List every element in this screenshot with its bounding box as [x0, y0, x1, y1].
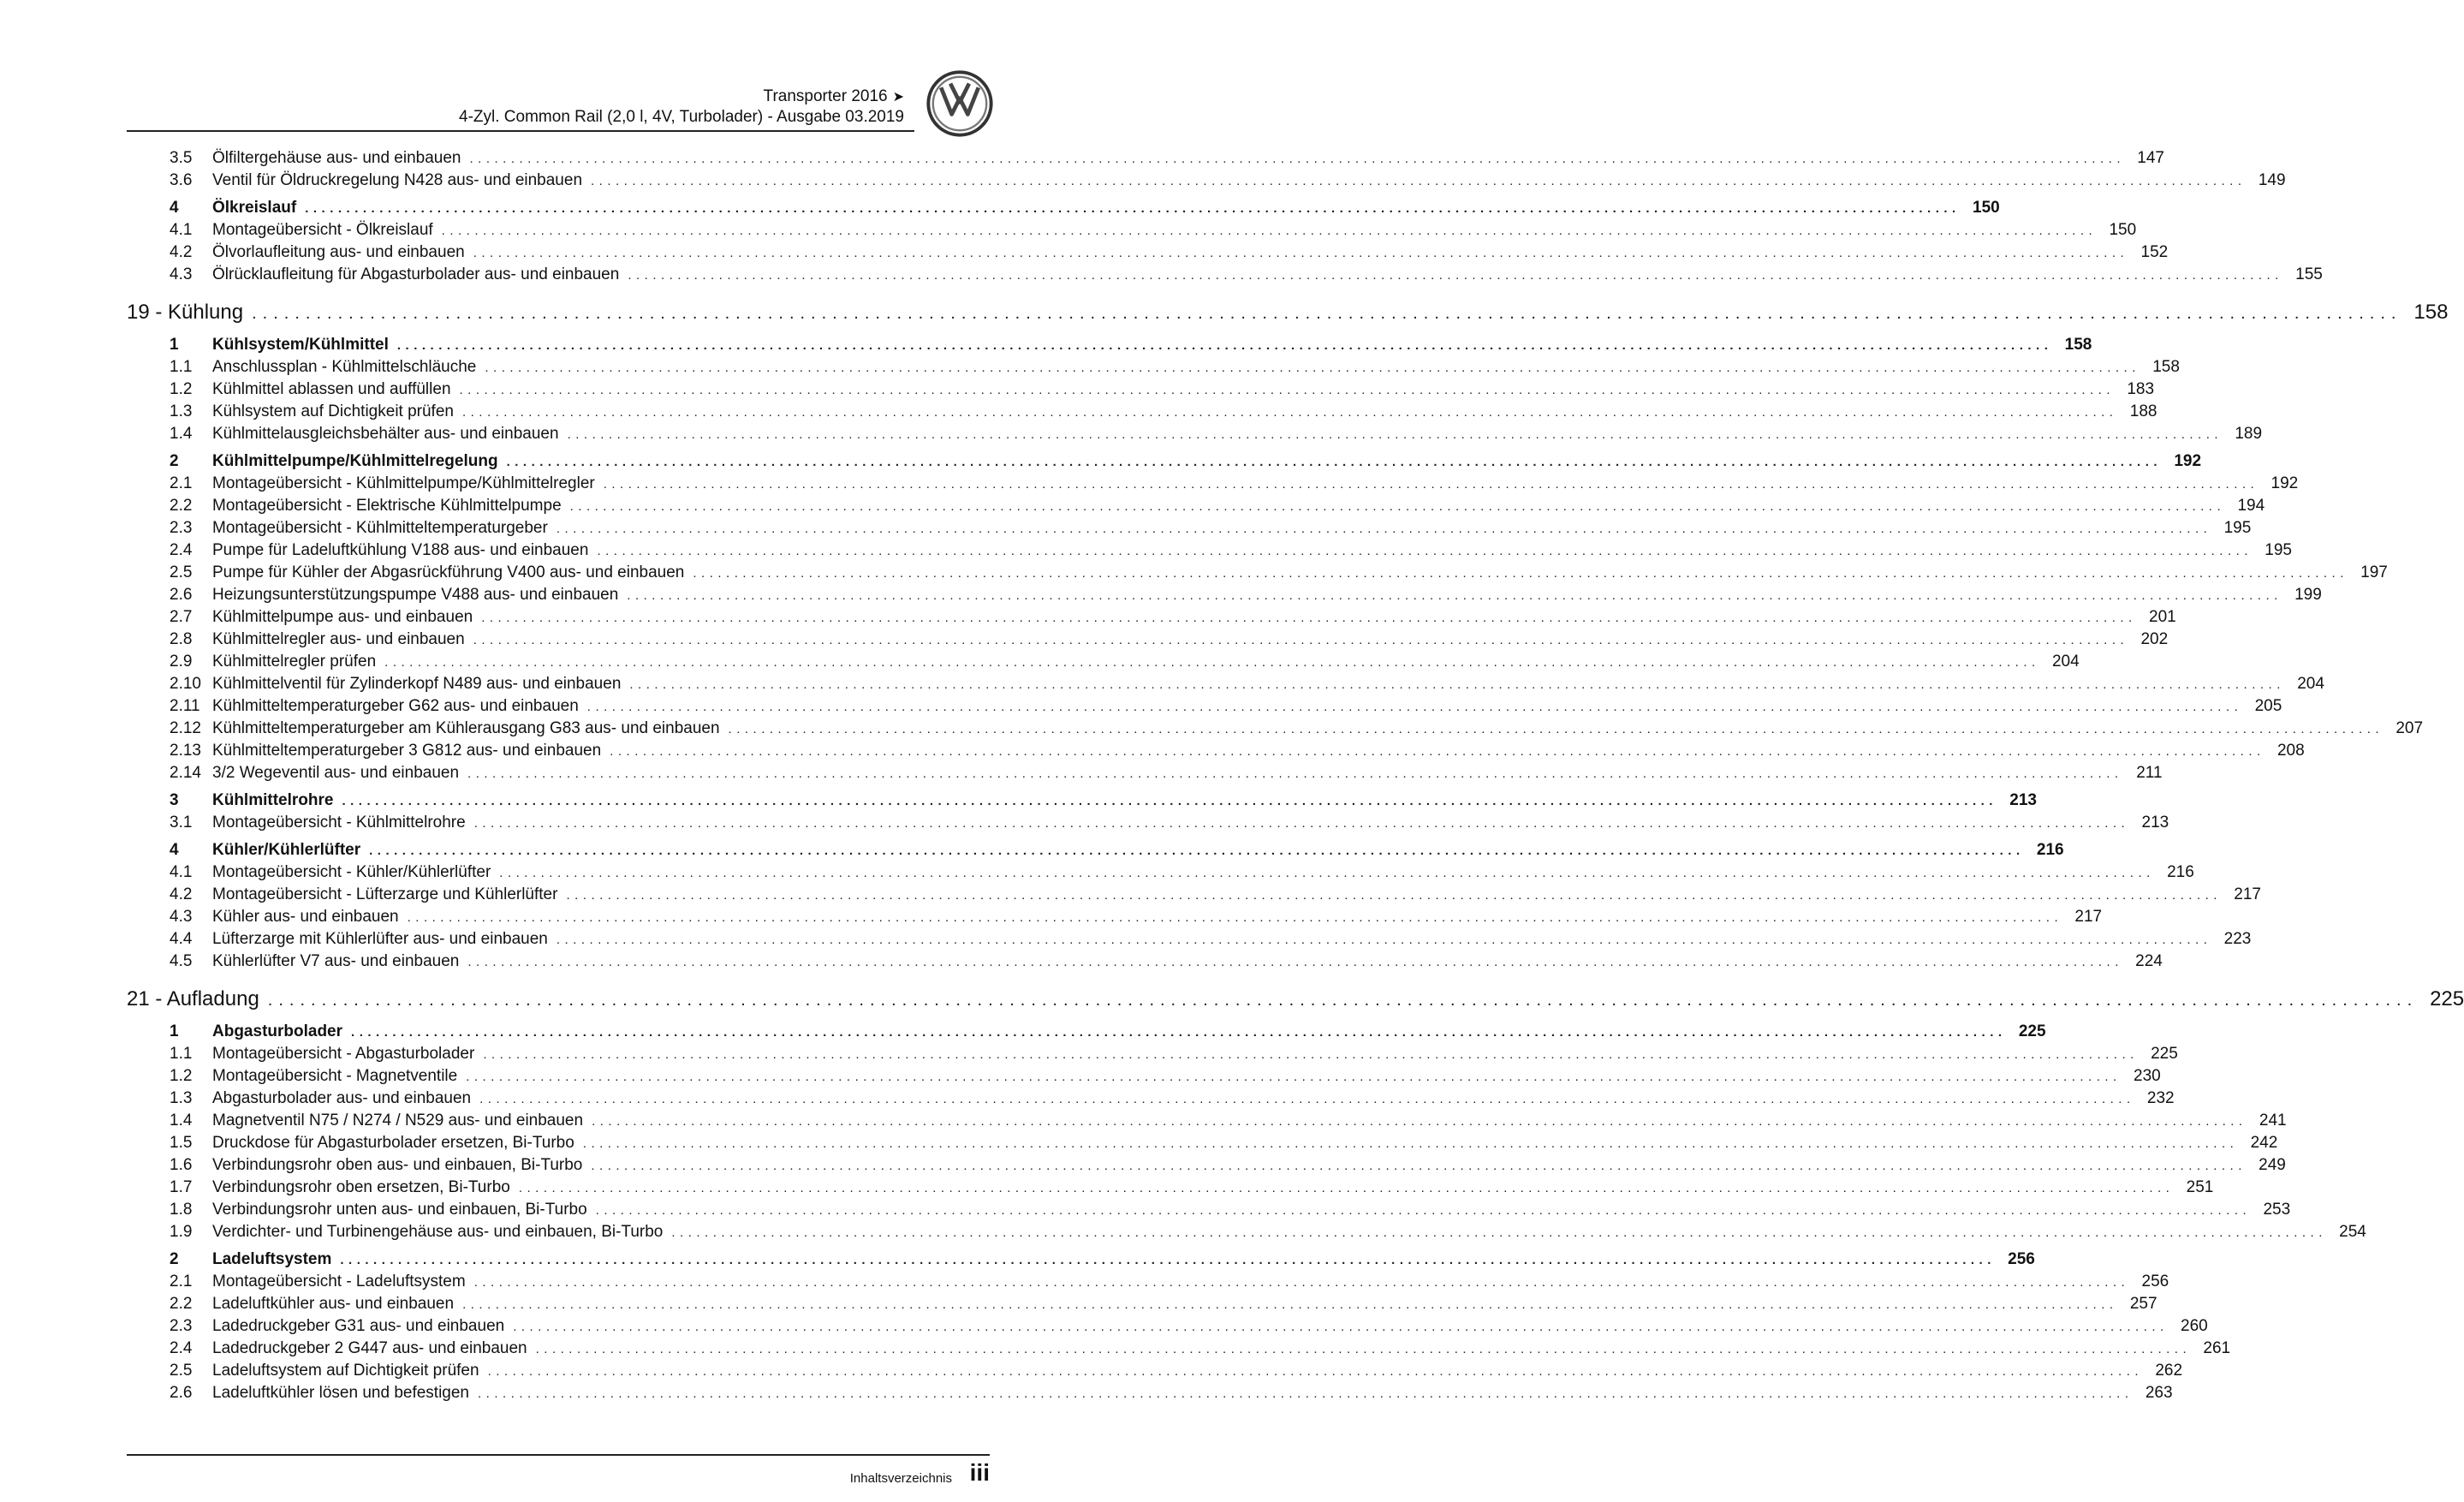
- toc-entry-page: 158: [2152, 358, 2180, 376]
- toc-leader-dots: ........................................................................................................................................................................................................: [513, 1320, 2169, 1334]
- toc-entry-number: 4: [170, 199, 179, 217]
- toc-entry-number: 2.2: [170, 497, 193, 515]
- toc-entry-sub[interactable]: [127, 1221, 2366, 1243]
- toc-entry-title: Abgasturbolader aus- und einbauen: [212, 1089, 472, 1107]
- page-header: [127, 84, 914, 132]
- footer-page-number: iii: [969, 1459, 990, 1486]
- toc-leader-dots: ........................................................................................................................................................................................................: [591, 1159, 2247, 1173]
- toc-entry-number: 2: [170, 452, 179, 470]
- toc-entry-title: Ölfiltergehäuse aus- und einbauen: [212, 149, 461, 167]
- toc-entry-page: 207: [2396, 719, 2424, 737]
- toc-entry-number: 1.1: [170, 1045, 193, 1063]
- toc-leader-dots: ........................................................................................................................................................................................................: [467, 955, 2123, 969]
- toc-entry-title: Ladeluftsystem auf Dichtigkeit prüfen: [212, 1362, 479, 1380]
- toc-entry-page: 158: [2413, 301, 2449, 324]
- toc-entry-sub[interactable]: [127, 378, 2155, 401]
- toc-entry-number: 4.2: [170, 243, 193, 261]
- toc-entry-sub[interactable]: [127, 718, 2424, 740]
- toc-entry-sub[interactable]: [127, 1199, 2291, 1221]
- toc-entry-title: Abgasturbolader: [212, 1022, 343, 1040]
- toc-entry-title: Ladeluftsystem: [212, 1250, 332, 1268]
- toc-leader-dots: ........................................................................................................................................................................................................: [627, 588, 2282, 603]
- toc-entry-page: 158: [2064, 336, 2092, 354]
- toc-leader-dots: ........................................................................................................................................................................................................: [466, 1070, 2122, 1084]
- toc-entry-group[interactable]: [127, 1021, 2046, 1043]
- toc-leader-dots: ........................................................................................................................................................................................................: [592, 1114, 2247, 1129]
- toc-entry-number: 2.8: [170, 630, 193, 648]
- header-model: [764, 87, 904, 106]
- toc-entry-sub[interactable]: [127, 1088, 2175, 1110]
- toc-leader-dots: ........................................................................................................................................................................................................: [595, 1203, 2252, 1218]
- toc-entry-sub[interactable]: [127, 695, 2282, 718]
- toc-entry-page: 192: [2271, 474, 2299, 492]
- toc-entry-title: Anschlussplan - Kühlmittelschläuche: [212, 358, 477, 376]
- toc-entry-number: 1.4: [170, 1112, 193, 1129]
- toc-entry-sub[interactable]: [127, 673, 2324, 695]
- toc-leader-dots: ........................................................................................................................................................................................................: [693, 566, 2348, 581]
- toc-entry-title: Kühlmitteltemperaturgeber am Kühlerausgang G83 aus- und einbauen: [212, 719, 720, 737]
- toc-entry-number: 1.7: [170, 1178, 193, 1196]
- toc-entry-page: 204: [2297, 675, 2324, 693]
- toc-leader-dots: ........................................................................................................................................................................................................: [535, 1342, 2192, 1356]
- toc-entry-group[interactable]: [127, 334, 2092, 356]
- toc-entry-sub[interactable]: [127, 423, 2263, 445]
- header-subtitle: 4-Zyl. Common Rail (2,0 l, 4V, Turbolader) - Ausgabe 03.2019: [459, 108, 904, 126]
- toc-leader-dots: ........................................................................................................................................................................................................: [407, 910, 2063, 925]
- toc-leader-dots: ........................................................................................................................................................................................................: [671, 1225, 2327, 1240]
- toc-entry-title: Kühlmittelregler prüfen: [212, 653, 377, 671]
- toc-entry-page: 150: [1973, 199, 2000, 217]
- toc-entry-title: Kühlmittelregler aus- und einbauen: [212, 630, 465, 648]
- toc-entry-sub[interactable]: [127, 1360, 2183, 1382]
- toc-entry-page: 225: [2430, 987, 2464, 1010]
- toc-leader-dots: ........................................................................................................................................................................................................: [556, 522, 2212, 536]
- toc-leader-dots: ........................................................................................................................................................................................................: [396, 338, 2053, 353]
- toc-entry-page: 195: [2265, 541, 2292, 559]
- toc-entry-sub[interactable]: [127, 264, 2323, 286]
- toc-entry-number: 1: [170, 1022, 179, 1040]
- toc-entry-sub[interactable]: [127, 1110, 2287, 1132]
- toc-entry-title: Kühlsystem auf Dichtigkeit prüfen: [212, 402, 454, 420]
- toc-leader-dots: ........................................................................................................................................................................................................: [597, 544, 2253, 558]
- toc-leader-dots: ........................................................................................................................................................................................................: [506, 455, 2163, 469]
- toc-entry-title: Montageübersicht - Abgasturbolader: [212, 1045, 475, 1063]
- toc-leader-dots: ........................................................................................................................................................................................................: [384, 655, 2040, 670]
- toc-entry-sub[interactable]: [127, 606, 2176, 629]
- toc-leader-dots: ........................................................................................................................................................................................................: [629, 677, 2285, 692]
- toc-entry-title: Kühlerlüfter V7 aus- und einbauen: [212, 952, 460, 970]
- toc-entry-sub[interactable]: [127, 562, 2388, 584]
- toc-entry-sub[interactable]: [127, 517, 2252, 539]
- toc-entry-title: Montageübersicht - Ölkreislauf: [212, 221, 433, 239]
- toc-leader-dots: ........................................................................................................................................................................................................: [582, 1136, 2239, 1151]
- toc-entry-title: Montageübersicht - Elektrische Kühlmittelpumpe: [212, 497, 562, 515]
- toc-entry-title: Montageübersicht - Lüfterzarge und Kühlerlüfter: [212, 885, 558, 903]
- toc-entry-number: 4.4: [170, 930, 193, 948]
- toc-entry-title: Montageübersicht - Kühlmittelrohre: [212, 814, 466, 831]
- toc-leader-dots: ........................................................................................................................................................................................................: [569, 499, 2226, 514]
- toc-entry-sub[interactable]: [127, 740, 2305, 762]
- toc-entry-title: Kühler/Kühlerlüfter: [212, 841, 361, 859]
- toc-entry-number: 4.3: [170, 265, 193, 283]
- toc-leader-dots: ........................................................................................................................................................................................................: [728, 722, 2384, 736]
- toc-entry-number: 4.1: [170, 863, 193, 881]
- toc-leader-dots: ........................................................................................................................................................................................................: [473, 816, 2130, 831]
- toc-entry-sub[interactable]: [127, 1338, 2231, 1360]
- toc-entry-page: 260: [2181, 1317, 2208, 1335]
- toc-entry-sub[interactable]: [127, 170, 2286, 192]
- toc-leader-dots: ........................................................................................................................................................................................................: [473, 633, 2129, 647]
- toc-entry-title: Kühlmitteltemperaturgeber 3 G812 aus- und einbauen: [212, 742, 602, 760]
- toc-entry-sub[interactable]: [127, 584, 2322, 606]
- toc-entry-page: 147: [2137, 149, 2164, 167]
- toc-entry-number: 2.1: [170, 1273, 193, 1290]
- toc-entry-number: 2.7: [170, 608, 193, 626]
- toc-entry-group[interactable]: [127, 839, 2064, 861]
- toc-leader-dots: ........................................................................................................................................................................................................: [473, 1275, 2130, 1290]
- toc-leader-dots: ........................................................................................................................................................................................................: [628, 268, 2283, 283]
- toc-leader-dots: ........................................................................................................................................................................................................: [485, 361, 2140, 375]
- toc-entry-page: 216: [2036, 841, 2064, 859]
- toc-entry-page: 232: [2146, 1089, 2175, 1107]
- header-model-text: Transporter 2016: [763, 87, 888, 105]
- toc-leader-dots: ........................................................................................................................................................................................................: [267, 991, 2419, 1010]
- toc-leader-dots: ........................................................................................................................................................................................................: [518, 1181, 2175, 1195]
- toc-entry-title: Verbindungsrohr oben aus- und einbauen, Bi-Turbo: [212, 1156, 583, 1174]
- toc-leader-dots: ........................................................................................................................................................................................................: [603, 477, 2259, 492]
- toc-entry-title: Magnetventil N75 / N274 / N529 aus- und einbauen: [212, 1112, 584, 1129]
- toc-entry-number: 1.3: [170, 1089, 193, 1107]
- toc-entry-sub[interactable]: [127, 651, 2080, 673]
- toc-entry-sub[interactable]: [127, 473, 2299, 495]
- toc-entry-number: 4.3: [170, 908, 193, 926]
- toc-entry-page: 199: [2294, 586, 2322, 604]
- toc-leader-dots: ........................................................................................................................................................................................................: [567, 427, 2223, 442]
- toc-leader-dots: ........................................................................................................................................................................................................: [479, 1092, 2135, 1106]
- toc-entry-group[interactable]: [127, 197, 2000, 219]
- toc-entry-page: 263: [2145, 1384, 2173, 1402]
- toc-entry-page: 261: [2203, 1339, 2231, 1357]
- toc-entry-page: 204: [2051, 653, 2080, 671]
- toc-entry-number: 2.11: [170, 697, 200, 715]
- toc-entry-page: 152: [2140, 243, 2169, 261]
- toc-entry-title: Kühlmittelventil für Zylinderkopf N489 aus- und einbauen: [212, 675, 622, 693]
- toc-entry-number: 1.9: [170, 1223, 193, 1241]
- toc-entry-number: 1.1: [170, 358, 193, 376]
- toc-entry-sub[interactable]: [127, 1271, 2169, 1293]
- arrow-right-icon: ➤: [892, 90, 904, 104]
- toc-entry-title: 3/2 Wegeventil aus- und einbauen: [212, 764, 460, 782]
- toc-entry-page: 213: [2009, 791, 2037, 809]
- toc-entry-number: 3.5: [170, 149, 193, 167]
- toc-entry-number: 4.2: [170, 885, 193, 903]
- toc-leader-dots: ........................................................................................................................................................................................................: [467, 766, 2123, 781]
- toc-entry-title: Kühlmittel ablassen und auffüllen: [212, 380, 451, 398]
- toc-entry-number: 2: [170, 1250, 179, 1268]
- toc-entry-number: 2.6: [170, 586, 193, 604]
- toc-entry-title: Montageübersicht - Kühlmittelpumpe/Kühlmittelregler: [212, 474, 595, 492]
- toc-entry-page: 188: [2129, 402, 2157, 420]
- toc-entry-sub[interactable]: [127, 1132, 2278, 1154]
- toc-entry-chapter[interactable]: [127, 296, 2449, 329]
- toc-leader-dots: ........................................................................................................................................................................................................: [478, 1386, 2134, 1401]
- toc-entry-page: 262: [2155, 1362, 2183, 1380]
- toc-entry-title: Montageübersicht - Magnetventile: [212, 1067, 458, 1085]
- toc-entry-sub[interactable]: [127, 495, 2265, 517]
- toc-entry-sub[interactable]: [127, 401, 2157, 423]
- toc-leader-dots: ........................................................................................................................................................................................................: [610, 744, 2265, 759]
- toc-leader-dots: ........................................................................................................................................................................................................: [469, 152, 2125, 166]
- toc-entry-sub[interactable]: [127, 928, 2252, 951]
- toc-leader-dots: ........................................................................................................................................................................................................: [483, 1047, 2139, 1062]
- toc-entry-page: 192: [2174, 452, 2202, 470]
- toc-entry-title: Ölrücklaufleitung für Abgasturbolader aus- und einbauen: [212, 265, 620, 283]
- toc-entry-sub[interactable]: [127, 1293, 2157, 1315]
- toc-entry-title: Lüfterzarge mit Kühlerlüfter aus- und einbauen: [212, 930, 548, 948]
- toc-entry-title: Kühlsystem/Kühlmittel: [212, 336, 389, 354]
- toc-leader-dots: ........................................................................................................................................................................................................: [499, 866, 2155, 880]
- toc-entry-sub[interactable]: [127, 1043, 2178, 1065]
- brand-logo-icon: [926, 70, 993, 137]
- toc-entry-page: 150: [2109, 221, 2137, 239]
- toc-entry-page: 242: [2250, 1134, 2278, 1152]
- toc-entry-number: 2.3: [170, 519, 193, 537]
- page-footer: [127, 1454, 990, 1490]
- toc-entry-sub[interactable]: [127, 1065, 2161, 1088]
- toc-leader-dots: ........................................................................................................................................................................................................: [252, 304, 2402, 323]
- toc-entry-title: Kühlmittelpumpe/Kühlmittelregelung: [212, 452, 498, 470]
- toc-entry-number: 2.3: [170, 1317, 193, 1335]
- toc-entry-page: 197: [2360, 563, 2388, 581]
- toc-entry-page: 155: [2295, 265, 2323, 283]
- toc-leader-dots: ........................................................................................................................................................................................................: [342, 794, 1997, 808]
- toc-entry-title: Kühlmittelrohre: [212, 791, 334, 809]
- toc-entry-title: Kühlmitteltemperaturgeber G62 aus- und einbauen: [212, 697, 579, 715]
- toc-entry-title: Montageübersicht - Ladeluftsystem: [212, 1273, 466, 1290]
- toc-entry-number: 2.12: [170, 719, 201, 737]
- toc-entry-title: Verdichter- und Turbinengehäuse aus- und einbauen, Bi-Turbo: [212, 1223, 664, 1241]
- toc-entry-sub[interactable]: [127, 884, 2261, 906]
- toc-entry-page: 217: [2234, 885, 2261, 903]
- toc-entry-sub[interactable]: [127, 1382, 2173, 1404]
- toc-entry-sub[interactable]: [127, 861, 2194, 884]
- toc-entry-number: 2.13: [170, 742, 201, 760]
- toc-entry-title: Ladeluftkühler aus- und einbauen: [212, 1295, 455, 1313]
- toc-entry-page: 213: [2141, 814, 2169, 831]
- toc-entry-number: 2.10: [170, 675, 201, 693]
- toc-entry-page: 149: [2258, 171, 2286, 189]
- toc-entry-page: 194: [2237, 497, 2265, 515]
- toc-entry-title: 21 - Aufladung: [127, 987, 259, 1010]
- toc-entry-number: 1.3: [170, 402, 193, 420]
- toc-entry-title: Druckdose für Abgasturbolader ersetzen, Bi-Turbo: [212, 1134, 574, 1152]
- toc-entry-page: 256: [2141, 1273, 2169, 1290]
- toc-entry-number: 3: [170, 791, 179, 809]
- toc-entry-number: 3.1: [170, 814, 193, 831]
- toc-entry-title: Ventil für Öldruckregelung N428 aus- und einbauen: [212, 171, 583, 189]
- toc-entry-title: Pumpe für Ladeluftkühlung V188 aus- und einbauen: [212, 541, 589, 559]
- toc-entry-sub[interactable]: [127, 241, 2169, 264]
- toc-entry-title: Montageübersicht - Kühlmitteltemperaturgeber: [212, 519, 548, 537]
- toc-entry-number: 1: [170, 336, 179, 354]
- toc-entry-number: 2.6: [170, 1384, 193, 1402]
- toc-entry-sub[interactable]: [127, 539, 2292, 562]
- toc-entry-title: Kühlmittelausgleichsbehälter aus- und einbauen: [212, 425, 559, 443]
- toc-entry-number: 4.5: [170, 952, 193, 970]
- toc-entry-sub[interactable]: [127, 906, 2103, 928]
- toc-entry-number: 1.6: [170, 1156, 193, 1174]
- toc-leader-dots: ........................................................................................................................................................................................................: [461, 405, 2118, 420]
- toc-entry-number: 2.5: [170, 563, 193, 581]
- toc-leader-dots: ........................................................................................................................................................................................................: [369, 843, 2025, 858]
- toc-entry-page: 223: [2223, 930, 2252, 948]
- toc-entry-page: 224: [2135, 952, 2163, 970]
- toc-entry-title: Ölvorlaufleitung aus- und einbauen: [212, 243, 465, 261]
- toc-entry-page: 230: [2134, 1067, 2161, 1085]
- toc-entry-page: 254: [2339, 1223, 2366, 1241]
- toc-entry-sub[interactable]: [127, 147, 2164, 170]
- toc-entry-title: Verbindungsrohr unten aus- und einbauen, Bi-Turbo: [212, 1201, 587, 1219]
- toc-entry-page: 189: [2235, 425, 2263, 443]
- toc-entry-sub[interactable]: [127, 356, 2180, 378]
- toc-leader-dots: ........................................................................................................................................................................................................: [351, 1025, 2007, 1040]
- toc-entry-page: 202: [2140, 630, 2169, 648]
- toc-entry-chapter[interactable]: [127, 983, 2464, 1016]
- toc-entry-sub[interactable]: [127, 219, 2137, 241]
- toc-entry-title: Kühler aus- und einbauen: [212, 908, 399, 926]
- toc-entry-page: 195: [2223, 519, 2252, 537]
- toc-entry-number: 4.1: [170, 221, 193, 239]
- toc-entry-number: 3.6: [170, 171, 193, 189]
- toc-entry-sub[interactable]: [127, 1154, 2286, 1177]
- toc-entry-title: Ladedruckgeber 2 G447 aus- und einbauen: [212, 1339, 527, 1357]
- toc-leader-dots: ........................................................................................................................................................................................................: [586, 700, 2243, 714]
- toc-entry-sub[interactable]: [127, 951, 2163, 973]
- toc-entry-title: Montageübersicht - Kühler/Kühlerlüfter: [212, 863, 491, 881]
- toc-leader-dots: ........................................................................................................................................................................................................: [340, 1253, 1996, 1267]
- toc-entry-number: 1.8: [170, 1201, 193, 1219]
- toc-entry-sub[interactable]: [127, 629, 2169, 651]
- toc-leader-dots: ........................................................................................................................................................................................................: [305, 201, 1961, 216]
- toc-entry-page: 251: [2186, 1178, 2214, 1196]
- toc-entry-page: 225: [2018, 1022, 2046, 1040]
- toc-entry-page: 256: [2008, 1250, 2035, 1268]
- toc-entry-title: Ladedruckgeber G31 aus- und einbauen: [212, 1317, 505, 1335]
- footer-label: Inhaltsverzeichnis: [849, 1471, 952, 1486]
- toc-entry-page: 216: [2167, 863, 2194, 881]
- toc-entry-group[interactable]: [127, 1249, 2035, 1271]
- toc-leader-dots: ........................................................................................................................................................................................................: [566, 888, 2222, 903]
- toc-entry-group[interactable]: [127, 450, 2202, 473]
- toc-entry-title: Kühlmittelpumpe aus- und einbauen: [212, 608, 473, 626]
- toc-entry-sub[interactable]: [127, 1177, 2214, 1199]
- toc-entry-number: 2.14: [170, 764, 201, 782]
- toc-entry-page: 253: [2263, 1201, 2291, 1219]
- toc-entry-title: Ladeluftkühler lösen und befestigen: [212, 1384, 470, 1402]
- toc-entry-number: 2.1: [170, 474, 193, 492]
- toc-leader-dots: ........................................................................................................................................................................................................: [487, 1364, 2144, 1379]
- toc-entry-title: 19 - Kühlung: [127, 301, 244, 324]
- toc-leader-dots: ........................................................................................................................................................................................................: [556, 933, 2212, 947]
- toc-entry-number: 1.5: [170, 1134, 193, 1152]
- toc-leader-dots: ........................................................................................................................................................................................................: [473, 246, 2129, 260]
- toc-entry-page: 211: [2136, 764, 2163, 782]
- toc-entry-number: 1.4: [170, 425, 193, 443]
- toc-entry-page: 183: [2127, 380, 2155, 398]
- toc-entry-number: 2.9: [170, 653, 193, 671]
- toc-entry-number: 2.4: [170, 1339, 193, 1357]
- toc-entry-page: 217: [2074, 908, 2103, 926]
- toc-leader-dots: ........................................................................................................................................................................................................: [462, 1297, 2118, 1312]
- toc-entry-number: 4: [170, 841, 179, 859]
- toc-entry-group[interactable]: [127, 790, 2037, 812]
- toc-entry-number: 1.2: [170, 1067, 193, 1085]
- toc-entry-sub[interactable]: [127, 762, 2163, 784]
- toc-leader-dots: ........................................................................................................................................................................................................: [459, 383, 2116, 397]
- toc-leader-dots: ........................................................................................................................................................................................................: [481, 611, 2137, 625]
- toc-entry-page: 225: [2151, 1045, 2178, 1063]
- toc-entry-number: 2.4: [170, 541, 193, 559]
- toc-entry-title: Ölkreislauf: [212, 199, 297, 217]
- toc-entry-number: 1.2: [170, 380, 193, 398]
- toc-leader-dots: ........................................................................................................................................................................................................: [591, 174, 2247, 188]
- toc-entry-page: 208: [2277, 742, 2305, 760]
- toc-entry-title: Pumpe für Kühler der Abgasrückführung V400 aus- und einbauen: [212, 563, 685, 581]
- toc-entry-sub[interactable]: [127, 1315, 2208, 1338]
- toc-entry-title: Heizungsunterstützungspumpe V488 aus- und einbauen: [212, 586, 619, 604]
- toc-entry-sub[interactable]: [127, 812, 2169, 834]
- toc-entry-number: 2.2: [170, 1295, 193, 1313]
- toc-entry-number: 2.5: [170, 1362, 193, 1380]
- toc-entry-page: 205: [2254, 697, 2282, 715]
- toc-entry-page: 257: [2129, 1295, 2157, 1313]
- toc-entry-page: 201: [2149, 608, 2176, 626]
- toc-entry-page: 241: [2259, 1112, 2287, 1129]
- toc-entry-title: Verbindungsrohr oben ersetzen, Bi-Turbo: [212, 1178, 510, 1196]
- table-of-contents: [127, 147, 2464, 1404]
- toc-leader-dots: ........................................................................................................................................................................................................: [441, 224, 2098, 238]
- toc-entry-page: 249: [2259, 1156, 2286, 1174]
